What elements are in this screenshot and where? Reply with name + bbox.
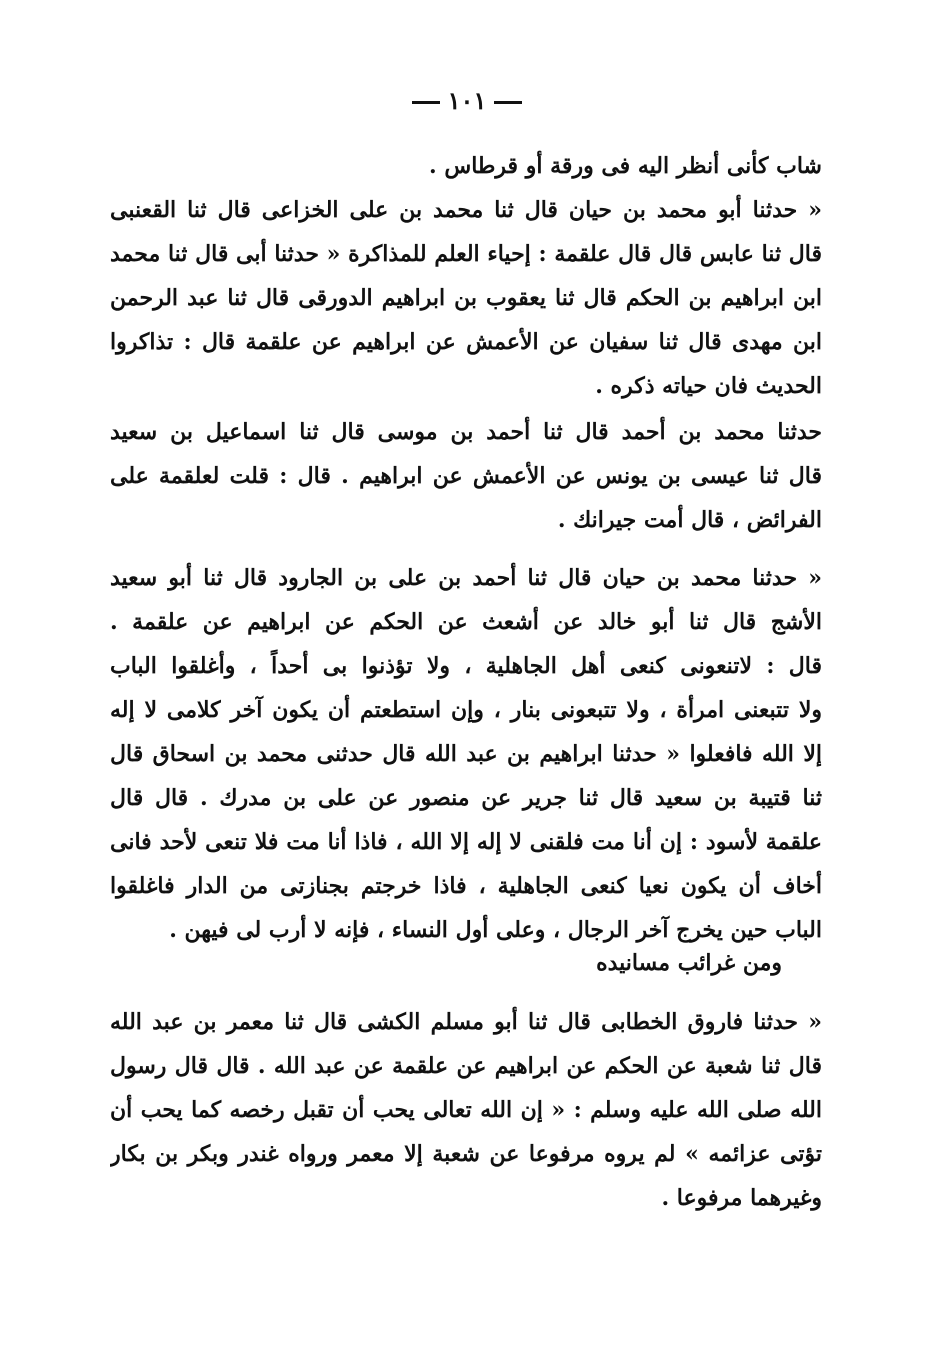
text-line: شاب كأنى أنظر اليه فى ورقة أو قرطاس .	[429, 153, 822, 179]
text-line: الله صلى الله عليه وسلم : « إن الله تعالى يحب أن تقبل رخصه كما يحب أن	[110, 1097, 822, 1123]
text-line: الحديث فان حياته ذكره .	[595, 373, 822, 399]
text-line: وغيرهما مرفوعا .	[661, 1185, 822, 1211]
text-line: أخاف أن يكون نعيا كنعى الجاهلية ، فاذا خرجتم بجنازتى من الدار فاغلقوا	[110, 873, 822, 899]
paragraph-3	[110, 410, 822, 542]
paragraph-5	[110, 1000, 822, 1220]
page-number-dash-left	[412, 101, 440, 104]
text-line: ثنا قتيبة بن سعيد قال ثنا جرير عن منصور عن على بن مدرك . قال قال	[110, 785, 822, 811]
paragraph-4	[110, 556, 822, 952]
page-number-dash-right	[494, 101, 522, 104]
text-line: إلا الله فافعلوا « حدثنا ابراهيم بن عبد الله قال حدثنى محمد بن اسحاق قال	[110, 741, 822, 767]
text-line: علقمة لأسود : إن أنا مت فلقنى لا إله إلا الله ، فاذا أنا مت فلا تنعى لأحد فانى	[110, 829, 822, 855]
page-number	[0, 86, 934, 115]
text-line: ابن مهدى قال ثنا سفيان عن الأعمش عن ابراهيم عن علقمة قال : تذاكروا	[110, 329, 822, 355]
text-line: الباب حين يخرج آخر الرجال ، وعلى أول النساء ، فإنه لا أرب لى فيهن .	[169, 917, 822, 943]
text-line: قال ثنا شعبة عن الحكم عن ابراهيم عن علقمة عن عبد الله . قال قال رسول	[110, 1053, 822, 1079]
text-line: قال ثنا عابس قال قال علقمة : إحياء العلم للمذاكرة « حدثنا أبى قال ثنا محمد	[110, 241, 822, 267]
text-line: الفرائض ، قال أمت جيرانك .	[557, 507, 822, 533]
paragraph-1	[110, 144, 822, 188]
page-number-value: ١٠١	[447, 86, 487, 115]
text-line: حدثنا محمد بن أحمد قال ثنا أحمد بن موسى قال ثنا اسماعيل بن سعيد	[110, 419, 822, 445]
text-line: « حدثنا فاروق الخطابى قال ثنا أبو مسلم الكشى قال ثنا معمر بن عبد الله	[110, 1009, 822, 1035]
text-line: « حدثنا محمد بن حيان قال ثنا أحمد بن على بن الجارود قال ثنا أبو سعيد	[110, 565, 822, 591]
text-line: « حدثنا أبو محمد بن حيان قال ثنا محمد بن على الخزاعى قال ثنا القعنبى	[110, 197, 822, 223]
text-line: ابن ابراهيم بن الحكم قال ثنا يعقوب بن ابراهيم الدورقى قال ثنا عبد الرحمن	[110, 285, 822, 311]
paragraph-2	[110, 188, 822, 408]
text-line: قال : لاتنعونى كنعى أهل الجاهلية ، ولا تؤذنوا بى أحداً ، وأغلقوا الباب	[110, 653, 822, 679]
section-heading: ومن غرائب مسانيده	[596, 950, 782, 976]
text-line: ولا تتبعنى امرأة ، ولا تتبعونى بنار ، وإن استطعتم أن يكون آخر كلامى لا إله	[110, 697, 822, 723]
text-line: الأشج قال ثنا أبو خالد عن أشعث عن الحكم عن ابراهيم عن علقمة .	[110, 609, 822, 635]
text-line: قال ثنا عيسى بن يونس عن الأعمش عن ابراهيم . قال : قلت لعلقمة على	[110, 463, 822, 489]
text-line: تؤتى عزائمه » لم يروه مرفوعا عن شعبة إلا معمر ورواه غندر وبكر بن بكار	[110, 1141, 822, 1167]
